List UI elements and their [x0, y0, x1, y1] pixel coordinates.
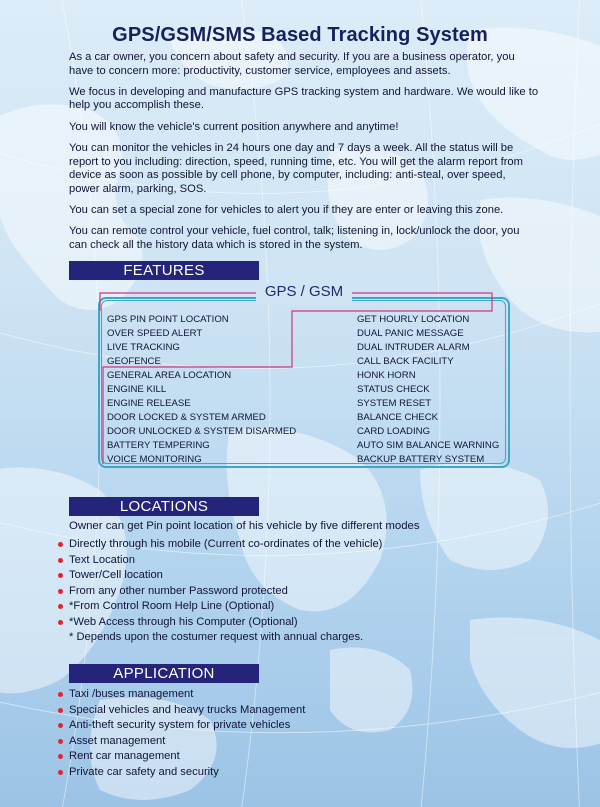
- list-item: [58, 718, 305, 734]
- feature-item: ENGINE RELEASE: [107, 398, 191, 409]
- bullet-icon: [58, 708, 63, 713]
- features-heading: FEATURES: [69, 261, 259, 280]
- bullet-icon: [58, 723, 63, 728]
- feature-item: DUAL INTRUDER ALARM: [357, 342, 470, 353]
- bullet-icon: [58, 692, 63, 697]
- list-item-text: From any other number Password protected: [69, 584, 288, 597]
- features-left-list: [107, 313, 296, 467]
- list-item: [58, 749, 305, 765]
- feature-item: CARD LOADING: [357, 426, 431, 437]
- list-item: [58, 584, 382, 600]
- feature-item: BATTERY TEMPERING: [107, 440, 210, 451]
- list-item-text: Text Location: [69, 553, 135, 566]
- bullet-icon: [58, 739, 63, 744]
- intro-paragraph: As a car owner, you concern about safety and security. If you are a business operator, you have to concern more: productivity, customer service, employees and assets.: [69, 51, 515, 77]
- feature-item: VOICE MONITORING: [107, 454, 202, 465]
- list-item-text: *From Control Room Help Line (Optional): [69, 600, 275, 612]
- features-right-list: [357, 313, 499, 467]
- list-item-text: Taxi /buses management: [69, 688, 194, 700]
- feature-item: AUTO SIM BALANCE WARNING: [357, 440, 500, 451]
- list-item: [58, 765, 305, 781]
- intro-paragraph: You can monitor the vehicles in 24 hours one day and 7 days a week. All the status will be report to you including: direction, speed, running time, etc. You will get the alarm report from device as soon as possible by cell phone, by computer, including: anti-steal, over speed, power alarm, parking, SOS.: [69, 142, 523, 195]
- list-item-text: Tower/Cell location: [69, 569, 163, 581]
- gps-gsm-label: GPS / GSM: [256, 283, 352, 303]
- list-item-text: *Web Access through his Computer (Optional): [69, 615, 298, 628]
- intro-paragraph: You can remote control your vehicle, fuel control, talk; listening in, lock/unlock the door, you can check all the history data which is stored in the system.: [69, 225, 520, 251]
- list-item-text: Asset management: [69, 734, 166, 747]
- locations-list: [58, 537, 382, 646]
- feature-item: CALL BACK FACILITY: [357, 356, 454, 367]
- feature-item: ENGINE KILL: [107, 384, 167, 395]
- list-item: [58, 537, 382, 553]
- list-item: [58, 615, 382, 631]
- feature-item: BACKUP BATTERY SYSTEM: [357, 454, 485, 465]
- feature-item: STATUS CHECK: [357, 384, 430, 395]
- bullet-icon: [58, 604, 63, 609]
- bullet-icon: [58, 589, 63, 594]
- bullet-icon: [58, 573, 63, 578]
- feature-item: GET HOURLY LOCATION: [357, 314, 470, 325]
- list-item: [58, 599, 382, 615]
- intro-paragraph: You will know the vehicle's current position anywhere and anytime!: [69, 120, 399, 133]
- list-item-text: Anti-theft security system for private vehicles: [69, 719, 291, 732]
- application-heading: APPLICATION: [69, 664, 259, 683]
- bullet-icon: [58, 542, 63, 547]
- list-item: [58, 553, 382, 569]
- feature-item: DUAL PANIC MESSAGE: [357, 328, 464, 339]
- list-item: [58, 687, 305, 703]
- bullet-icon: [58, 754, 63, 759]
- bullet-icon: [58, 558, 63, 563]
- feature-item: GEOFENCE: [107, 356, 161, 367]
- list-item-text: Private car safety and security: [69, 765, 219, 778]
- feature-item: GPS PIN POINT LOCATION: [107, 314, 229, 325]
- feature-item: DOOR LOCKED & SYSTEM ARMED: [107, 412, 266, 423]
- intro-paragraph: We focus in developing and manufacture GPS tracking system and hardware. We would like to help you accomplish these.: [69, 85, 539, 112]
- feature-item: GENERAL AREA LOCATION: [107, 370, 232, 381]
- feature-item: OVER SPEED ALERT: [107, 328, 203, 339]
- list-item: [58, 568, 382, 584]
- application-list: [58, 687, 305, 781]
- list-item-text: Rent car management: [69, 750, 180, 763]
- intro-paragraph: You can set a special zone for vehicles to alert you if they are enter or leaving this zone.: [69, 204, 504, 217]
- list-item-text: Special vehicles and heavy trucks Management: [69, 703, 306, 716]
- list-item-text: * Depends upon the costumer request with annual charges.: [69, 631, 364, 643]
- list-item-text: Directly through his mobile (Current co-ordinates of the vehicle): [69, 538, 383, 550]
- list-item: [58, 734, 305, 750]
- locations-lead: Owner can get Pin point location of his vehicle by five different modes: [69, 520, 420, 532]
- feature-item: SYSTEM RESET: [357, 398, 432, 409]
- bullet-icon: [58, 620, 63, 625]
- locations-heading: LOCATIONS: [69, 497, 259, 516]
- page-title: GPS/GSM/SMS Based Tracking System: [112, 24, 488, 46]
- list-item-note: [58, 630, 382, 646]
- bullet-icon: [58, 770, 63, 775]
- feature-item: HONK HORN: [357, 370, 416, 381]
- list-item: [58, 703, 305, 719]
- feature-item: BALANCE CHECK: [357, 412, 439, 423]
- feature-item: DOOR UNLOCKED & SYSTEM DISARMED: [107, 426, 297, 437]
- feature-item: LIVE TRACKING: [107, 342, 180, 353]
